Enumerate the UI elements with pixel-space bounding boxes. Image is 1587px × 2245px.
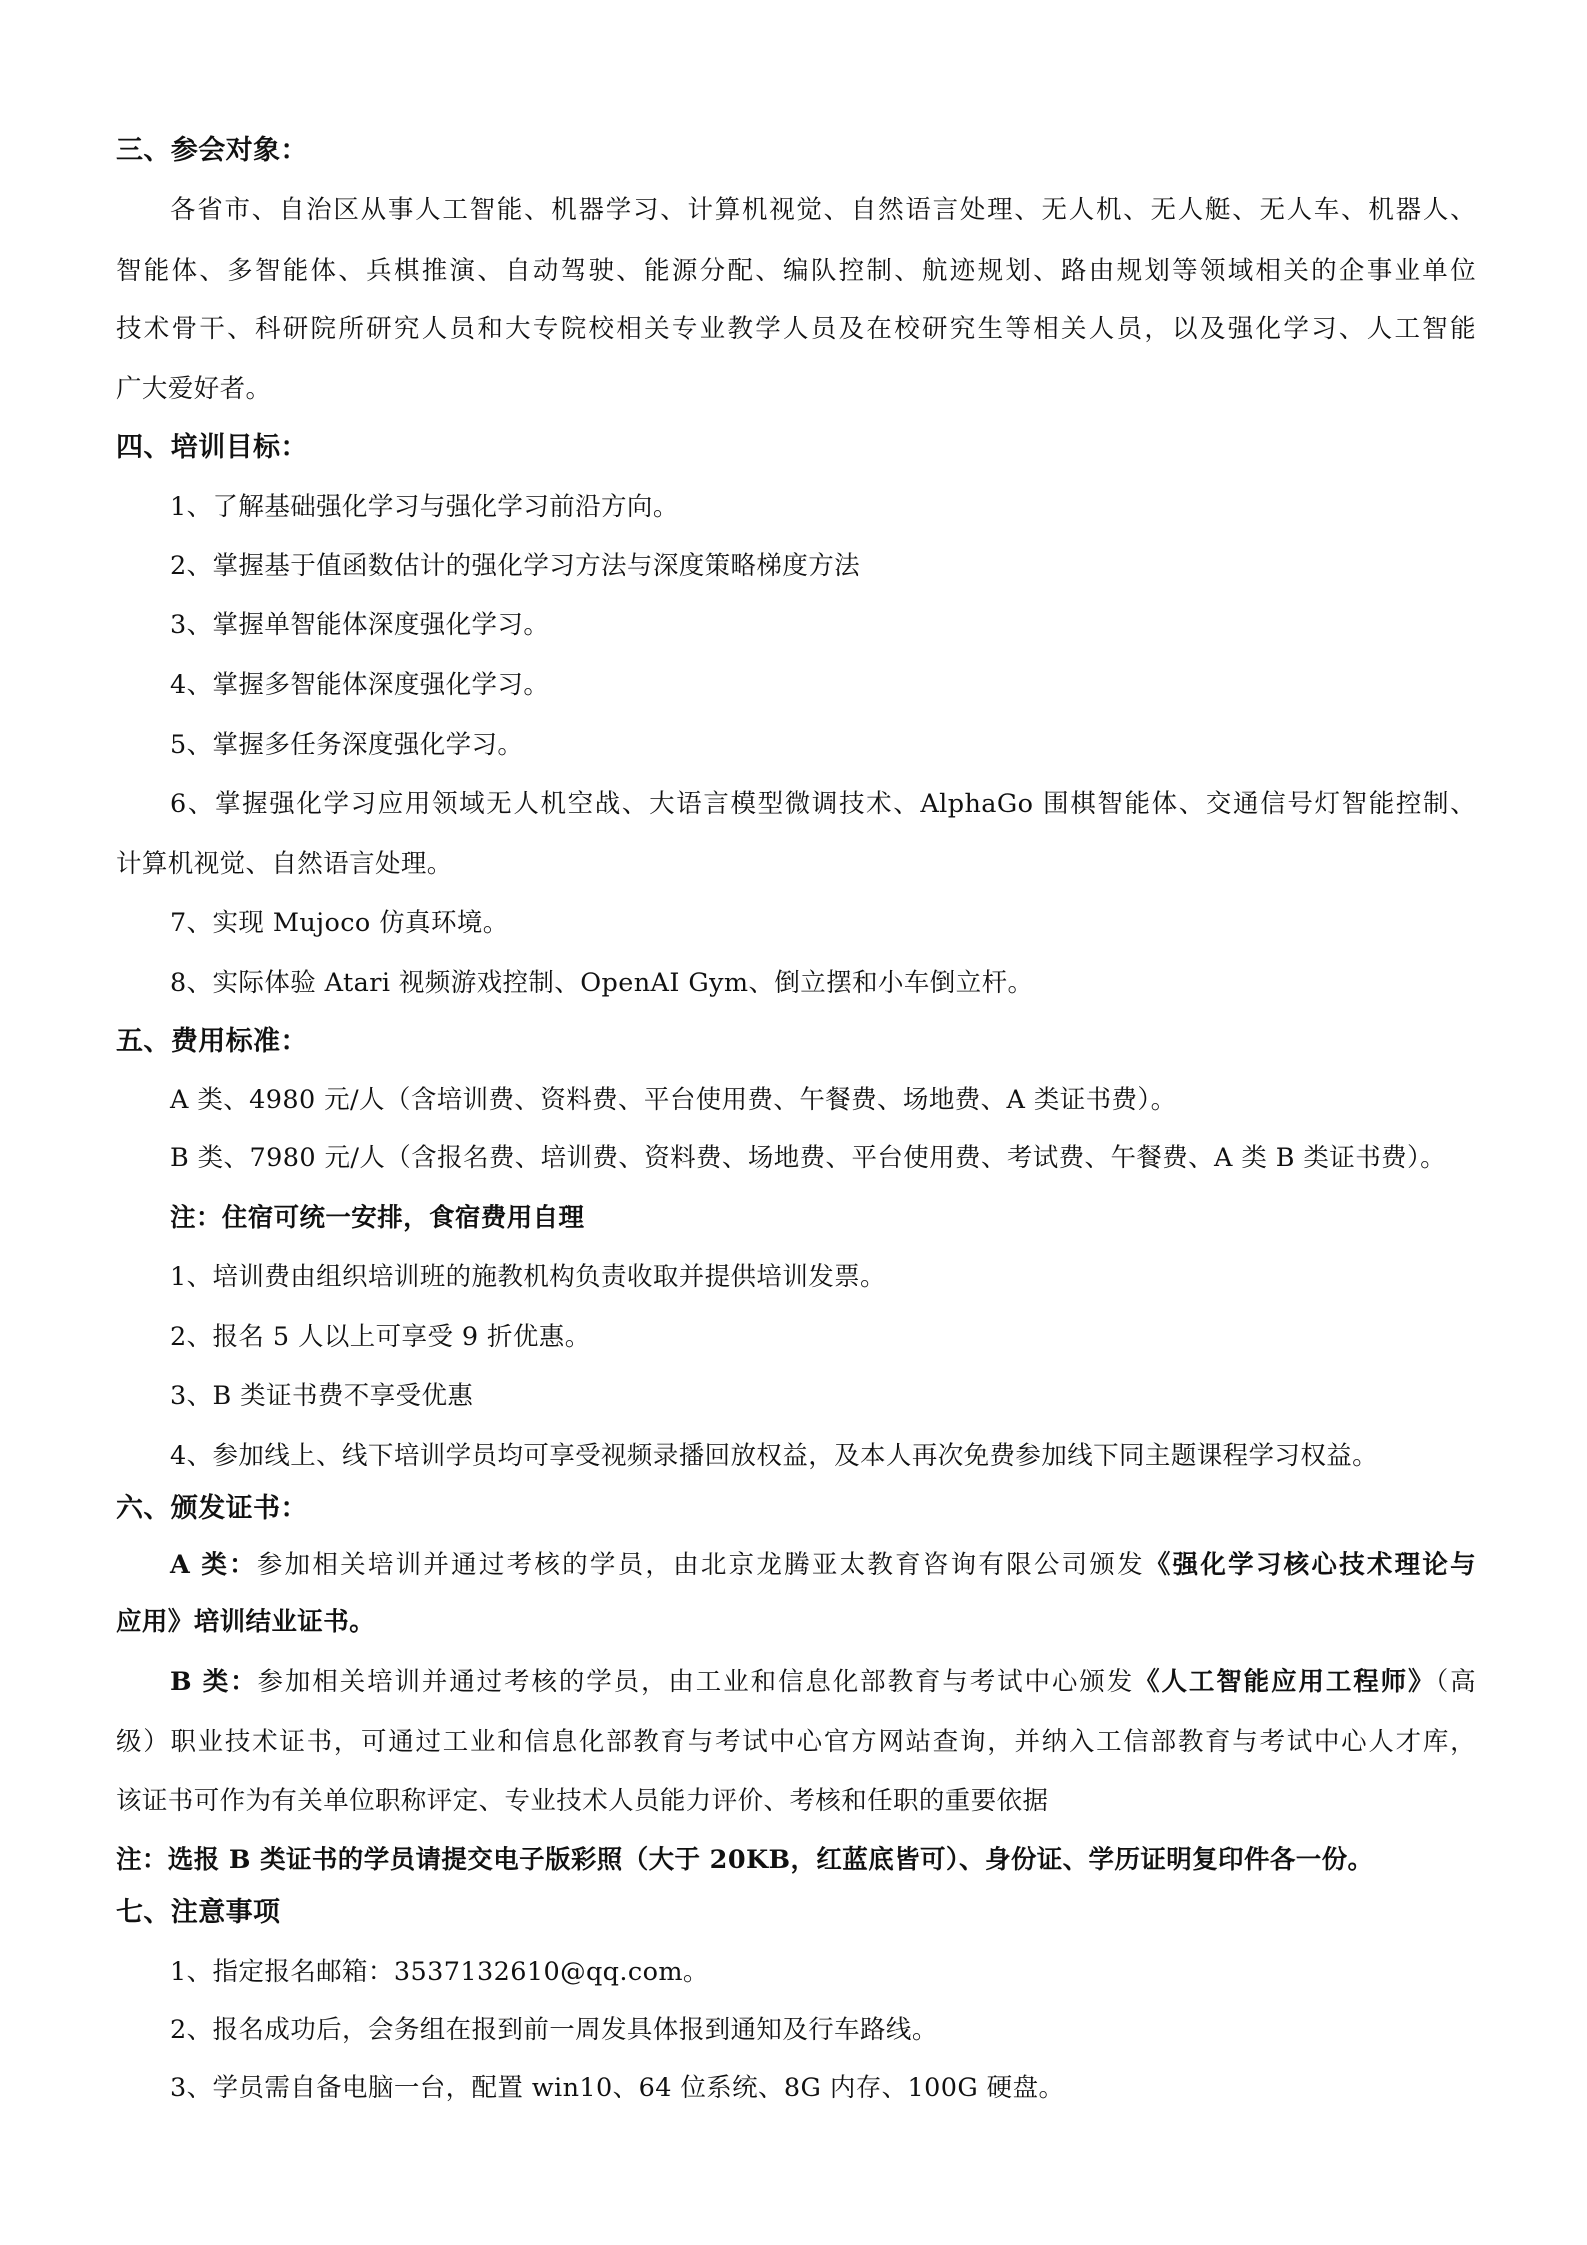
goal-item-continuation: 计算机视觉、自然语言处理。 xyxy=(116,849,453,879)
section-3-paragraph-line: 广大爱好者。 xyxy=(116,374,272,404)
cert-b-label: B 类： xyxy=(170,1667,258,1697)
cert-a-text: 参加相关培训并通过考核的学员，由北京龙腾亚太教育咨询有限公司颁发 xyxy=(256,1550,1145,1580)
section-3-paragraph-line: 技术骨干、科研院所研究人员和大专院校相关专业教学人员及在校研究生等相关人员，以及强化学习、人工智能 xyxy=(116,314,1476,344)
cert-a-line xyxy=(170,1548,1476,1582)
cert-note: 注：选报 B 类证书的学员请提交电子版彩照（大于 20KB，红蓝底皆可）、身份证、学历证明复印件各一份。 xyxy=(116,1845,1374,1875)
goal-item: 2、掌握基于值函数估计的强化学习方法与深度策略梯度方法 xyxy=(170,551,861,581)
section-5-heading: 五、费用标准： xyxy=(116,1026,308,1057)
cert-b-tail: （高 xyxy=(1435,1667,1476,1697)
cert-b-line-3: 该证书可作为有关单位职称评定、专业技术人员能力评价、考核和任职的重要依据 xyxy=(116,1786,1049,1816)
goal-item: 3、掌握单智能体深度强化学习。 xyxy=(170,610,550,640)
goal-item: 6、掌握强化学习应用领域无人机空战、大语言模型微调技术、AlphaGo 围棋智能体、交通信号灯智能控制、 xyxy=(170,789,1476,819)
cert-b-name: 《人工智能应用工程师》 xyxy=(1134,1667,1436,1697)
goal-item: 5、掌握多任务深度强化学习。 xyxy=(170,730,524,760)
fee-item: 3、B 类证书费不享受优惠 xyxy=(170,1381,474,1411)
section-3-paragraph-line: 智能体、多智能体、兵棋推演、自动驾驶、能源分配、编队控制、航迹规划、路由规划等领域相关的企事业单位 xyxy=(116,256,1476,286)
fee-note: 注：住宿可统一安排，食宿费用自理 xyxy=(170,1203,585,1233)
fee-a: A 类、4980 元/人（含培训费、资料费、平台使用费、午餐费、场地费、A 类证书费）。 xyxy=(170,1085,1177,1115)
section-3-paragraph-line: 各省市、自治区从事人工智能、机器学习、计算机视觉、自然语言处理、无人机、无人艇、无人车、机器人、 xyxy=(170,195,1476,225)
cert-a-label: A 类： xyxy=(170,1550,257,1580)
cert-b-line-2: 级）职业技术证书，可通过工业和信息化部教育与考试中心官方网站查询，并纳入工信部教育与考试中心人才库， xyxy=(116,1727,1476,1757)
goal-item: 1、了解基础强化学习与强化学习前沿方向。 xyxy=(170,492,679,522)
cert-b-line xyxy=(170,1665,1476,1699)
cert-a-name: 《强化学习核心技术理论与 xyxy=(1144,1550,1476,1580)
section-6-heading: 六、颁发证书： xyxy=(116,1493,308,1524)
notice-item: 2、报名成功后，会务组在报到前一周发具体报到通知及行车路线。 xyxy=(170,2015,938,2045)
section-3-heading: 三、参会对象： xyxy=(116,135,308,166)
section-7-heading: 七、注意事项 xyxy=(116,1897,281,1928)
fee-item: 4、参加线上、线下培训学员均可享受视频录播回放权益，及本人再次免费参加线下同主题课程学习权益。 xyxy=(170,1441,1379,1471)
fee-item: 2、报名 5 人以上可享受 9 折优惠。 xyxy=(170,1322,591,1352)
notice-item: 3、学员需自备电脑一台，配置 win10、64 位系统、8G 内存、100G 硬盘。 xyxy=(170,2073,1065,2103)
goal-item: 4、掌握多智能体深度强化学习。 xyxy=(170,670,550,700)
fee-b: B 类、7980 元/人（含报名费、培训费、资料费、场地费、平台使用费、考试费、午餐费、A 类 B 类证书费）。 xyxy=(170,1143,1447,1173)
cert-b-text: 参加相关培训并通过考核的学员，由工业和信息化部教育与考试中心颁发 xyxy=(257,1667,1135,1697)
goal-item: 8、实际体验 Atari 视频游戏控制、OpenAI Gym、倒立摆和小车倒立杆。 xyxy=(170,968,1034,998)
cert-a-name-continuation: 应用》培训结业证书。 xyxy=(116,1607,376,1637)
fee-item: 1、培训费由组织培训班的施教机构负责收取并提供培训发票。 xyxy=(170,1262,886,1292)
goal-item: 7、实现 Mujoco 仿真环境。 xyxy=(170,908,509,938)
notice-item: 1、指定报名邮箱：3537132610@qq.com。 xyxy=(170,1957,709,1987)
section-4-heading: 四、培训目标： xyxy=(116,432,308,463)
